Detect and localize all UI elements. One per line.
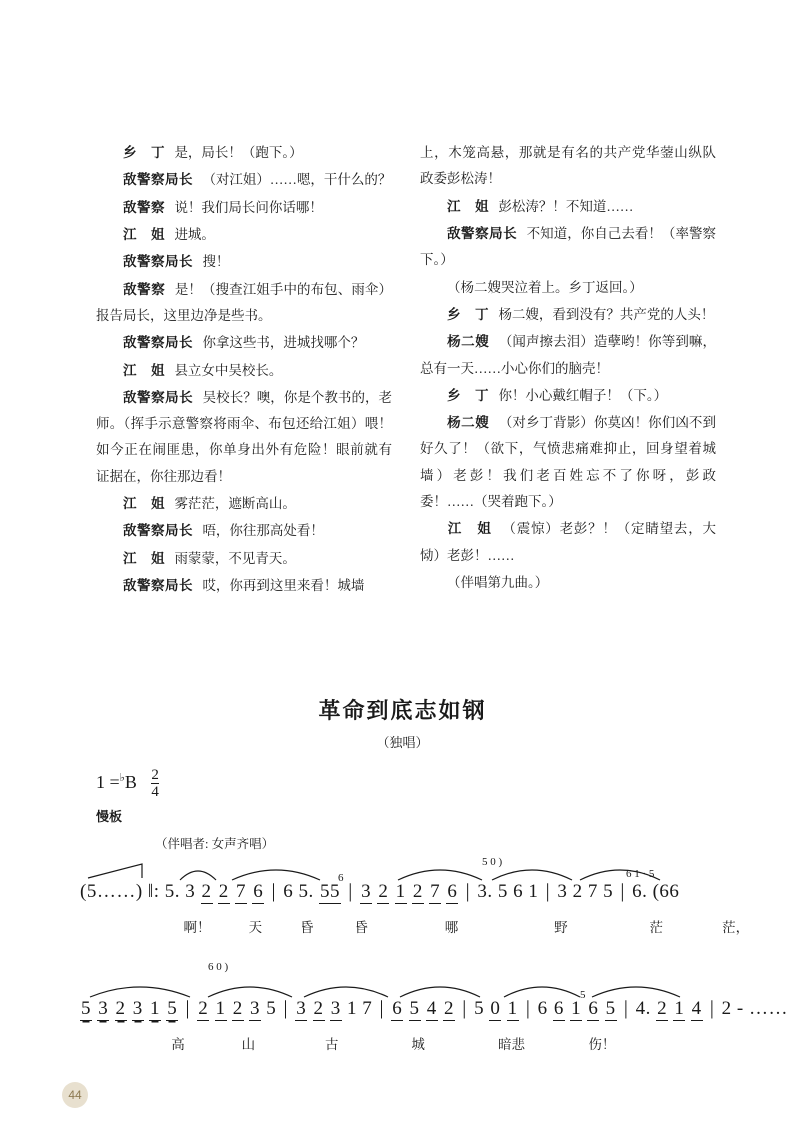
note-token: 7 [430,881,441,902]
speaker-name: 乡 丁 [447,306,489,322]
note-token: 3 [330,998,341,1019]
lyric-syllable: 茫， [722,920,750,935]
dialogue-line [96,518,392,544]
stave-1-mark-6: 6 [338,872,344,884]
dialogue-line [420,275,716,301]
note-token: 2 [412,881,423,902]
dialogue-line [420,570,716,596]
speaker-name: 乡 丁 [123,145,165,160]
note-token: 5 [266,998,277,1019]
dialogue-line [96,277,392,330]
stave-1-mark-hi-5-0: 5 0 ) [482,856,503,868]
dialogue-line [96,573,392,599]
note-token: 1 [347,998,358,1019]
stave-2-lyrics [80,1033,730,1053]
speaker-name: 敌警察 [123,281,166,297]
note-token: 6 [447,881,458,902]
speaker-name: 敌警察局长 [123,335,193,351]
note-token: 5 [167,998,178,1019]
note-token: 6 [588,998,599,1019]
speaker-text: 不知道，你自己去看！（率警察下。） [420,225,717,268]
note-token: 3 [296,998,307,1019]
time-denominator: 4 [151,784,159,800]
barline: | [623,997,629,1019]
dialogue-line [420,302,716,328]
speaker-name: 敌警察局长 [123,523,193,539]
speaker-name: 敌警察局长 [447,225,518,241]
note-token: 4. [635,998,651,1019]
dialogue-left-column [96,140,392,600]
note-token: 5. [298,881,314,902]
lyric-syllable: 伤！ [588,1037,616,1052]
speaker-name: 江 姐 [123,550,165,566]
note-token: …… [748,998,788,1019]
speaker-name: 江 姐 [123,496,165,512]
speaker-text: 哎，你再到这里来看！城墙 [202,578,365,593]
speaker-text: 你拿这些书，进城找哪个？ [202,335,365,351]
stave-2 [80,961,788,1075]
barline: | [620,880,625,902]
note-token: 1 [507,998,518,1019]
speaker-text: 上，木笼高悬，那就是有名的共产党华蓥山纵队政委彭松涛！ [420,145,716,187]
note-token: 2 [313,998,324,1019]
dialogue-line [96,140,392,166]
dialogue-line [420,516,716,569]
speaker-text: 唔，你往那高处看！ [202,523,324,539]
speaker-name: 乡 丁 [447,387,489,403]
note-token: 5 [605,998,616,1019]
note-token: (66 [652,881,680,902]
note-token: 2 [378,881,389,902]
dialogue-line [96,330,392,356]
dialogue-line [420,221,716,274]
note-token: 5 [603,881,614,902]
dialogue-line [96,249,392,275]
dialogue-block [96,140,716,600]
barline: | [465,880,471,902]
dialogue-line [420,383,716,409]
note-token: 2 [218,881,229,902]
note-token: 1 [528,881,539,902]
note-token: 1 [150,998,160,1019]
stave-1-mark-6-1-5: 6 1 · 5 [626,868,655,880]
note-token: 3. [477,881,493,902]
note-token: 0 [490,998,501,1019]
chorus-note: （伴唱者: 女声齐唱） [155,837,275,851]
note-token: 2 [572,881,583,902]
note-token: 5 [474,998,485,1019]
dialogue-right-column [420,140,716,600]
speaker-text: 是，局长！（跑下。） [174,145,303,160]
speaker-text: 搜！ [202,254,230,270]
barline: | [709,997,715,1019]
note-token: 2 [201,881,212,902]
note-token: 3 [557,881,568,902]
barline: | [525,997,531,1019]
note-token: 7 [236,881,247,902]
note-token: 6 [283,881,294,902]
dialogue-line [96,195,392,221]
barline: | [462,997,467,1019]
note-token: 2 [444,998,455,1019]
key-value: B [124,772,137,793]
stage-direction: （杨二嫂哭泣着上。乡丁返回。） [447,279,643,295]
speaker-text: 雨蒙蒙，不见青天。 [174,550,296,566]
note-token: 6 [253,881,264,902]
note-token: 2 [232,998,243,1019]
lyric-syllable: 昏 [354,920,368,935]
speaker-text: （对江姐）……嗯，干什么的？ [202,172,392,188]
lyric-syllable: 茫 [649,920,663,935]
note-token: 2 [657,998,668,1019]
key-signature [96,768,159,800]
note-token: 3 [98,998,109,1019]
speaker-name: 敌警察局长 [123,578,193,593]
speaker-name: 杨二嫂 [447,415,490,431]
note-token: 6 [553,998,564,1019]
dialogue-line [96,385,392,490]
lyric-syllable: 暗悲 [498,1037,525,1052]
lyric-syllable: 城 [411,1037,425,1052]
note-token: 3 [361,881,372,902]
note-token: 4 [691,998,702,1019]
dialogue-line [420,329,716,382]
stave-1 [80,856,750,958]
lyric-syllable: 野 [554,920,568,935]
stave-2-mark-5: 5 [580,989,586,1001]
note-token: 1 [395,881,406,902]
note-token: ‖: [147,881,160,902]
note-token: 3 [132,998,143,1019]
stave-2-notes [80,997,788,1021]
note-token: 5 [81,998,91,1019]
speaker-text: （震惊）老彭？！（定睛望去，大恸）老彭！…… [420,521,717,563]
page-number: 44 [62,1082,88,1108]
time-numerator: 2 [151,767,159,783]
dialogue-line [420,194,716,220]
barline: | [185,997,191,1019]
dialogue-line [96,491,392,517]
dialogue-line [96,358,392,384]
note-token: 5. [164,881,181,902]
song-title: 革命到底志如钢 [318,698,487,723]
dialogue-line [420,410,716,515]
note-token: 6 [392,998,403,1019]
note-token: 55 [320,881,341,902]
lyric-syllable: 哪 [444,920,459,935]
speaker-text: 彭松涛？！不知道…… [498,198,634,214]
speaker-text: 吴校长？噢，你是个教书的，老师。（挥手示意警察将雨伞、布包还给江姐）喂！如今正在闹匪患，你单身出外有危险！眼前就有证据在，你往那边看！ [96,389,393,484]
barline: | [379,997,385,1019]
speaker-name: 江 姐 [447,521,493,537]
speaker-text: 杨二嫂，看到没有？共产党的人头！ [498,306,715,322]
key-label: 1 = [96,772,120,793]
note-token: 5 [409,998,420,1019]
dialogue-line [96,546,392,572]
note-token: 2 [198,998,209,1019]
speaker-text: 你！小心戴红帽子！（下。） [498,387,668,403]
note-token: 2 [115,998,126,1019]
note-token: 3 [250,998,261,1019]
barline: | [271,880,277,902]
key-accidental: ♭ [119,772,125,785]
stave-1-lyrics [80,916,750,936]
lyric-syllable: 天 [248,920,263,935]
speaker-name: 敌警察局长 [123,254,193,270]
note-token: 7 [587,881,598,902]
speaker-name: 敌警察局长 [123,389,194,405]
lyric-syllable: 古 [325,1037,339,1052]
lyric-syllable: 山 [241,1037,256,1052]
barline: | [348,880,353,902]
note-token: 5 [497,881,508,902]
speaker-text: 进城。 [174,226,215,242]
note-token: 2 [721,998,732,1019]
song-subtitle: （独唱） [376,735,429,750]
speaker-text: （闻声擦去泪）造孽哟！你等到嘛，总有一天……小心你们的脑壳！ [420,334,716,376]
note-token: (5……) [80,881,143,902]
note-token: 1 [571,998,582,1019]
stage-direction: （伴唱第九曲。） [447,575,549,590]
stave-1-notes [80,880,730,904]
note-token: 4 [426,998,437,1019]
lyric-syllable: 昏 [300,920,314,935]
note-token: 6 [513,881,524,902]
time-signature [151,768,159,800]
speaker-name: 敌警察 [123,199,165,215]
note-token: - [736,998,744,1019]
note-token: 6. [632,881,648,902]
barline: | [545,880,551,902]
speaker-name: 江 姐 [123,226,165,242]
speaker-text: 雾茫茫，遮断高山。 [174,496,296,512]
speaker-name: 杨二嫂 [447,334,490,350]
tempo-marking: 慢板 [96,809,123,824]
speaker-text: 县立女中吴校长。 [174,362,283,378]
lyric-syllable: 高 [171,1037,185,1052]
note-token: 3 [185,881,196,902]
speaker-name: 敌警察局长 [123,172,193,188]
dialogue-line [420,140,716,193]
note-token: 1 [215,998,226,1019]
note-token: 6 [537,998,548,1019]
dialogue-line [96,222,392,248]
stave-2-mark-6-0: 6 0 ) [208,961,229,973]
speaker-text: 是！（搜查江姐手中的布包、雨伞）报告局长，这里边净是些书。 [96,281,392,323]
dialogue-line [96,167,392,193]
speaker-name: 江 姐 [123,362,165,378]
speaker-text: （对乡丁背影）你莫凶！你们凶不到好久了！（欲下，气愤悲痛难抑止，回身望着城墙）老彭！我们老百姓忘不了你呀，彭政委！……（哭着跑下。） [420,415,716,510]
speaker-text: 说！我们局长问你话哪！ [174,199,323,215]
barline: | [283,997,289,1019]
note-token: 7 [362,998,373,1019]
note-token: 1 [674,998,685,1019]
lyric-syllable: 啊！ [183,920,211,935]
speaker-name: 江 姐 [447,198,489,214]
